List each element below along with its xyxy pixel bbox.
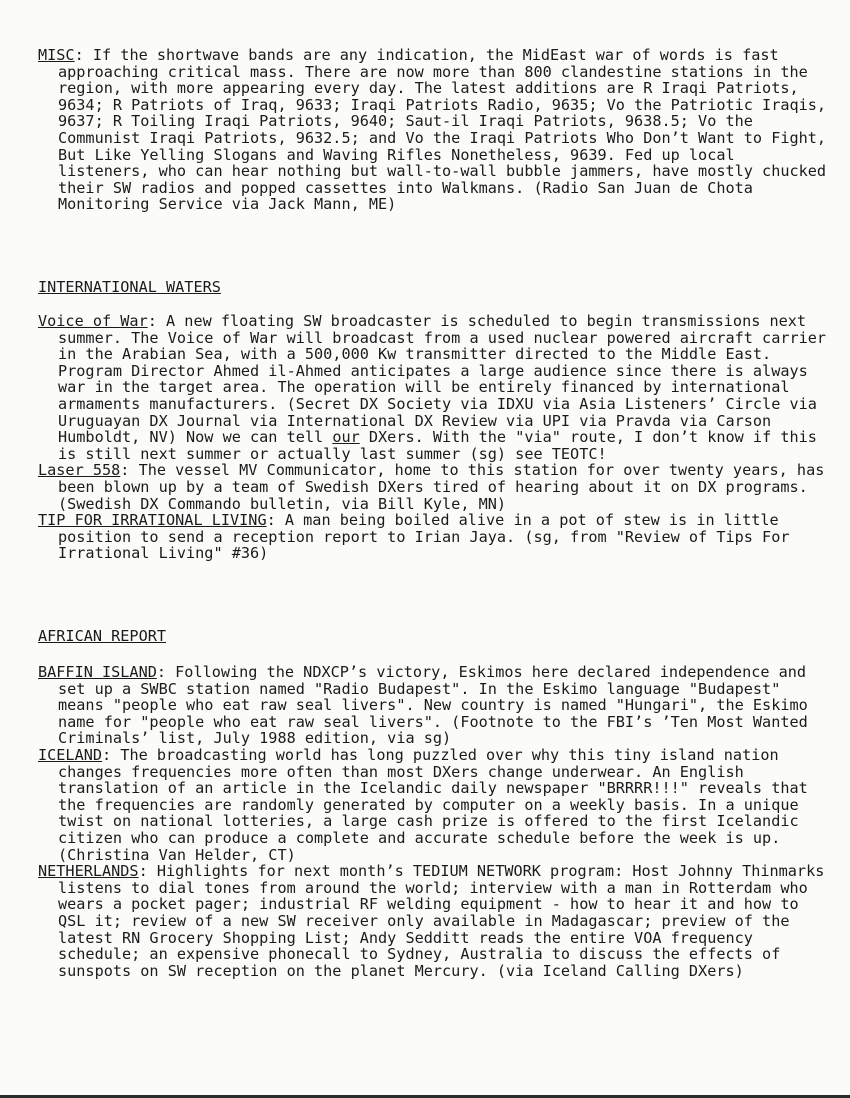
baffin-text: : Following the NDXCP’s victory, Eskimos here declared independence and set up a SWBC station named "Radio Budapest". In the Eskimo language "Budapest" means "people who eat raw seal livers". New country is named "Hungari", the Eskimo name for "people who eat raw seal livers". (Footnote to the FBI’s ’Ten Most Wanted Criminals’ list, July 1988 edition, via sg) [58, 663, 808, 748]
netherlands-label: NETHERLANDS [38, 862, 139, 881]
tip-paragraph [38, 512, 828, 562]
voice-of-war-text-1: : A new floating SW broadcaster is scheduled to begin transmissions next summer. The Voice of War will broadcast from a used nuclear powered aircraft carrier in the Arabian Sea, with a 500,000 Kw transmitter directed to the Middle East. Program Director Ahmed il-Ahmed anticipates a large audience since there is always war in the target area. The operation will be entirely financed by international armaments manufacturers. (Secret DX Society via IDXU via Asia Listeners’ Circle via Uruguayan DX Journal via International DX Review via UPI via Pravda via Carson Humboldt, NV) Now we can tell [58, 312, 827, 447]
voice-of-war-label: Voice of War [38, 312, 148, 330]
tip-label: TIP FOR IRRATIONAL LIVING [38, 511, 267, 530]
iceland-label: ICELAND [38, 745, 103, 764]
laser-558-text: : The vessel MV Communicator, home to this station for over twenty years, has been blown up by a team of Swedish DXers tired of hearing about it on DX programs. (Swedish DX Commando bulletin, via Bill Kyle, MN) [58, 461, 825, 513]
laser-558-paragraph [38, 462, 828, 512]
voice-of-war-emphasis: our [332, 428, 360, 447]
international-waters-heading: INTERNATIONAL WATERS [38, 278, 221, 296]
misc-paragraph [38, 47, 828, 213]
iceland-text: : The broadcasting world has long puzzled over why this tiny island nation changes frequencies more often than most DXers change underwear. An English translation of an article in the Icelandic daily newspaper "BRRRR!!!" reveals that the frequencies are randomly generated by computer on a weekly basis. In a unique twist on national lotteries, a large cash prize is offered to the first Icelandic citizen who can produce a complete and accurate schedule before the week is up. (Christina Van Helder, CT) [58, 745, 808, 864]
iceland-paragraph [38, 747, 828, 863]
african-report-section [38, 664, 828, 979]
laser-558-label: Laser 558 [38, 461, 121, 480]
voice-of-war-text-2: DXers. With the "via" route, I don’t know if this is still next summer or actually last summer (sg) see TEOTC! [58, 428, 817, 463]
netherlands-text: : Highlights for next month’s TEDIUM NETWORK program: Host Johnny Thinmarks listens to dial tones from around the world; interview with a man in Rotterdam who wears a pocket pager; industrial RF welding equipment - how to hear it and how to QSL it; review of a new SW receiver only available in Madagascar; preview of the latest RN Grocery Shopping List; Andy Sedditt reads the entire VOA frequency schedule; an expensive phonecall to Sydney, Australia to discuss the effects of sunspots on SW reception on the planet Mercury. (via Iceland Calling DXers) [58, 862, 825, 980]
misc-label: MISC [38, 46, 75, 64]
baffin-paragraph [38, 664, 828, 747]
international-waters-section [38, 313, 828, 562]
african-report-heading: AFRICAN REPORT [38, 627, 167, 645]
misc-text: : If the shortwave bands are any indication, the MidEast war of words is fast approaching critical mass. There are now more than 800 clandestine stations in the region, with more appearing every day. The latest additions are R Iraqi Patriots, 9634; R Patriots of Iraq, 9633; Iraqi Patriots Radio, 9635; Vo the Patriotic Iraqis, 9637; R Toiling Iraqi Patriots, 9640; Saut-il Iraqi Patriots, 9638.5; Vo the Communist Iraqi Patriots, 9632.5; and Vo the Iraqi Patriots Who Don’t Want to Fight, But Like Yelling Slogans and Waving Rifles Nonetheless, 9639. Fed up local listeners, who can hear nothing but wall-to-wall bubble jammers, have mostly chucked their SW radios and popped cassettes into Walkmans. (Radio San Juan de Chota Monitoring Service via Jack Mann, ME) [58, 46, 827, 214]
baffin-label: BAFFIN ISLAND [38, 663, 157, 681]
voice-of-war-paragraph [38, 313, 828, 462]
tip-text: : A man being boiled alive in a pot of stew is in little position to send a reception report to Irian Jaya. (sg, from "Review of Tips For Irrational Living" #36) [58, 511, 790, 563]
netherlands-paragraph [38, 863, 828, 979]
misc-section [38, 47, 828, 213]
